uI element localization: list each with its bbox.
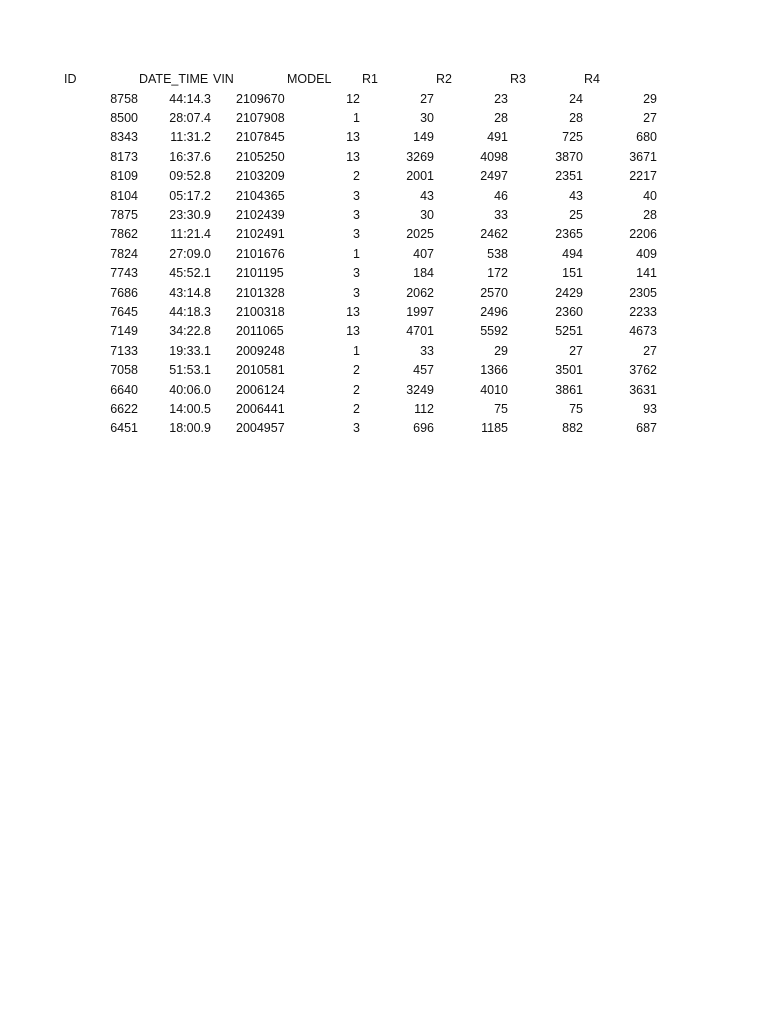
cell-model: 2 [353,401,360,416]
cell-r4: 4673 [629,324,657,339]
cell-r2: 172 [487,266,508,281]
cell-vin: 2107908 [236,110,285,125]
cell-r2: 2462 [480,227,508,242]
cell-r2: 1185 [481,421,508,436]
header-r2: R2 [436,72,452,86]
header-model: MODEL [287,72,332,86]
cell-id: 7133 [110,343,138,358]
cell-r4: 2206 [629,227,657,242]
cell-r2: 1366 [480,363,508,378]
cell-id: 8104 [110,188,138,203]
cell-vin: 2100318 [236,304,285,319]
table-row [0,361,768,380]
cell-r3: 725 [562,130,583,145]
cell-date-time: 11:21.4 [170,227,211,242]
cell-id: 7875 [110,207,138,222]
cell-r4: 2305 [629,285,657,300]
cell-r2: 75 [494,401,508,416]
cell-id: 7058 [110,363,138,378]
cell-r2: 538 [487,246,508,261]
cell-r4: 680 [636,130,657,145]
cell-r2: 29 [494,343,508,358]
cell-r1: 30 [420,110,434,125]
table-row [0,128,768,147]
table-row [0,264,768,283]
cell-model: 3 [353,207,360,222]
cell-r1: 30 [420,207,434,222]
cell-vin: 2109670 [236,91,285,106]
cell-r3: 882 [562,421,583,436]
cell-r4: 29 [643,91,657,106]
cell-id: 8758 [110,91,138,106]
cell-date-time: 45:52.1 [169,266,211,281]
cell-date-time: 40:06.0 [169,382,211,397]
cell-vin: 2009248 [236,343,285,358]
table-row [0,322,768,341]
cell-r1: 2062 [406,285,434,300]
cell-r4: 27 [643,343,657,358]
cell-r4: 93 [643,401,657,416]
cell-model: 3 [353,421,360,436]
cell-r1: 43 [420,188,434,203]
cell-id: 6451 [110,421,138,436]
cell-r3: 75 [569,401,583,416]
cell-r1: 457 [413,363,434,378]
cell-model: 3 [353,188,360,203]
cell-date-time: 05:17.2 [169,188,211,203]
table-row [0,400,768,419]
table-row [0,225,768,244]
cell-vin: 2101676 [236,246,285,261]
cell-r2: 4098 [480,149,508,164]
cell-date-time: 11:31.2 [170,130,211,145]
cell-date-time: 43:14.8 [169,285,211,300]
cell-vin: 2104365 [236,188,285,203]
cell-model: 13 [346,324,360,339]
cell-r1: 1997 [406,304,434,319]
cell-id: 7743 [110,266,138,281]
cell-r1: 2001 [406,169,434,184]
cell-r2: 491 [487,130,508,145]
cell-r3: 5251 [555,324,583,339]
cell-id: 7149 [110,324,138,339]
cell-r2: 28 [494,110,508,125]
table-row [0,109,768,128]
cell-model: 2 [353,363,360,378]
cell-id: 6622 [110,401,138,416]
cell-id: 7645 [110,304,138,319]
cell-r2: 5592 [480,324,508,339]
cell-date-time: 14:00.5 [169,401,211,416]
cell-id: 7686 [110,285,138,300]
cell-date-time: 44:14.3 [169,91,211,106]
cell-vin: 2011065 [236,324,284,339]
header-id: ID [64,72,77,86]
header-r3: R3 [510,72,526,86]
cell-model: 1 [353,343,360,358]
cell-date-time: 18:00.9 [169,421,211,436]
cell-model: 3 [353,266,360,281]
cell-r1: 2025 [406,227,434,242]
table-row [0,284,768,303]
cell-r2: 2496 [480,304,508,319]
cell-r4: 40 [643,188,657,203]
cell-r3: 3501 [555,363,583,378]
cell-r1: 696 [413,421,434,436]
cell-date-time: 44:18.3 [169,304,211,319]
cell-model: 1 [353,246,360,261]
cell-r4: 27 [643,110,657,125]
cell-date-time: 09:52.8 [169,169,211,184]
cell-model: 13 [346,130,360,145]
cell-date-time: 16:37.6 [169,149,211,164]
cell-r1: 3249 [406,382,434,397]
cell-r1: 3269 [406,149,434,164]
cell-r2: 2570 [480,285,508,300]
table-row [0,90,768,109]
cell-r3: 151 [562,266,583,281]
cell-r2: 33 [494,207,508,222]
cell-model: 3 [353,227,360,242]
cell-r4: 409 [636,246,657,261]
cell-r4: 3762 [629,363,657,378]
cell-model: 2 [353,382,360,397]
cell-date-time: 28:07.4 [169,110,211,125]
cell-r3: 2365 [555,227,583,242]
cell-r3: 2351 [555,169,583,184]
cell-id: 6640 [110,382,138,397]
cell-date-time: 27:09.0 [169,246,211,261]
cell-r2: 46 [494,188,508,203]
cell-date-time: 19:33.1 [169,343,211,358]
cell-vin: 2103209 [236,169,285,184]
cell-r1: 184 [413,266,434,281]
cell-r1: 33 [420,343,434,358]
cell-r3: 2429 [555,285,583,300]
cell-id: 8343 [110,130,138,145]
cell-id: 8173 [110,149,138,164]
cell-id: 7862 [110,227,138,242]
cell-vin: 2010581 [236,363,285,378]
cell-model: 2 [353,169,360,184]
cell-vin: 2101328 [236,285,285,300]
cell-r3: 3870 [555,149,583,164]
cell-r1: 112 [414,401,434,416]
cell-r3: 27 [569,343,583,358]
cell-r1: 149 [413,130,434,145]
cell-id: 8109 [110,169,138,184]
table-row [0,303,768,322]
cell-vin: 2006441 [236,401,285,416]
header-r1: R1 [362,72,378,86]
table-row [0,187,768,206]
cell-id: 7824 [110,246,138,261]
cell-r1: 4701 [406,324,434,339]
cell-r3: 25 [569,207,583,222]
cell-vin: 2006124 [236,382,285,397]
table-row [0,148,768,167]
cell-r3: 24 [569,91,583,106]
table-row [0,342,768,361]
cell-model: 3 [353,285,360,300]
table-row [0,381,768,400]
cell-r4: 2233 [629,304,657,319]
cell-r2: 23 [494,91,508,106]
header-row [0,70,768,89]
cell-r1: 407 [413,246,434,261]
cell-model: 13 [346,149,360,164]
cell-r4: 687 [636,421,657,436]
cell-r1: 27 [420,91,434,106]
cell-r2: 2497 [480,169,508,184]
cell-vin: 2004957 [236,421,285,436]
header-vin: VIN [213,72,234,86]
cell-model: 12 [346,91,360,106]
header-r4: R4 [584,72,600,86]
table-row [0,245,768,264]
cell-r3: 494 [562,246,583,261]
cell-date-time: 34:22.8 [169,324,211,339]
cell-vin: 2102491 [236,227,285,242]
table-row [0,206,768,225]
cell-model: 13 [346,304,360,319]
cell-r3: 2360 [555,304,583,319]
table-row [0,167,768,186]
cell-date-time: 23:30.9 [169,207,211,222]
cell-r3: 3861 [555,382,583,397]
cell-date-time: 51:53.1 [169,363,211,378]
cell-vin: 2105250 [236,149,285,164]
cell-r3: 43 [569,188,583,203]
table-row [0,419,768,438]
header-date-time: DATE_TIME [139,72,209,86]
cell-model: 1 [353,110,360,125]
cell-vin: 2107845 [236,130,285,145]
cell-r3: 28 [569,110,583,125]
cell-r2: 4010 [480,382,508,397]
cell-r4: 28 [643,207,657,222]
cell-r4: 141 [636,266,657,281]
cell-r4: 3671 [629,149,657,164]
cell-vin: 2102439 [236,207,285,222]
cell-r4: 2217 [629,169,657,184]
cell-vin: 2101195 [236,266,284,281]
cell-r4: 3631 [629,382,657,397]
cell-id: 8500 [110,110,138,125]
